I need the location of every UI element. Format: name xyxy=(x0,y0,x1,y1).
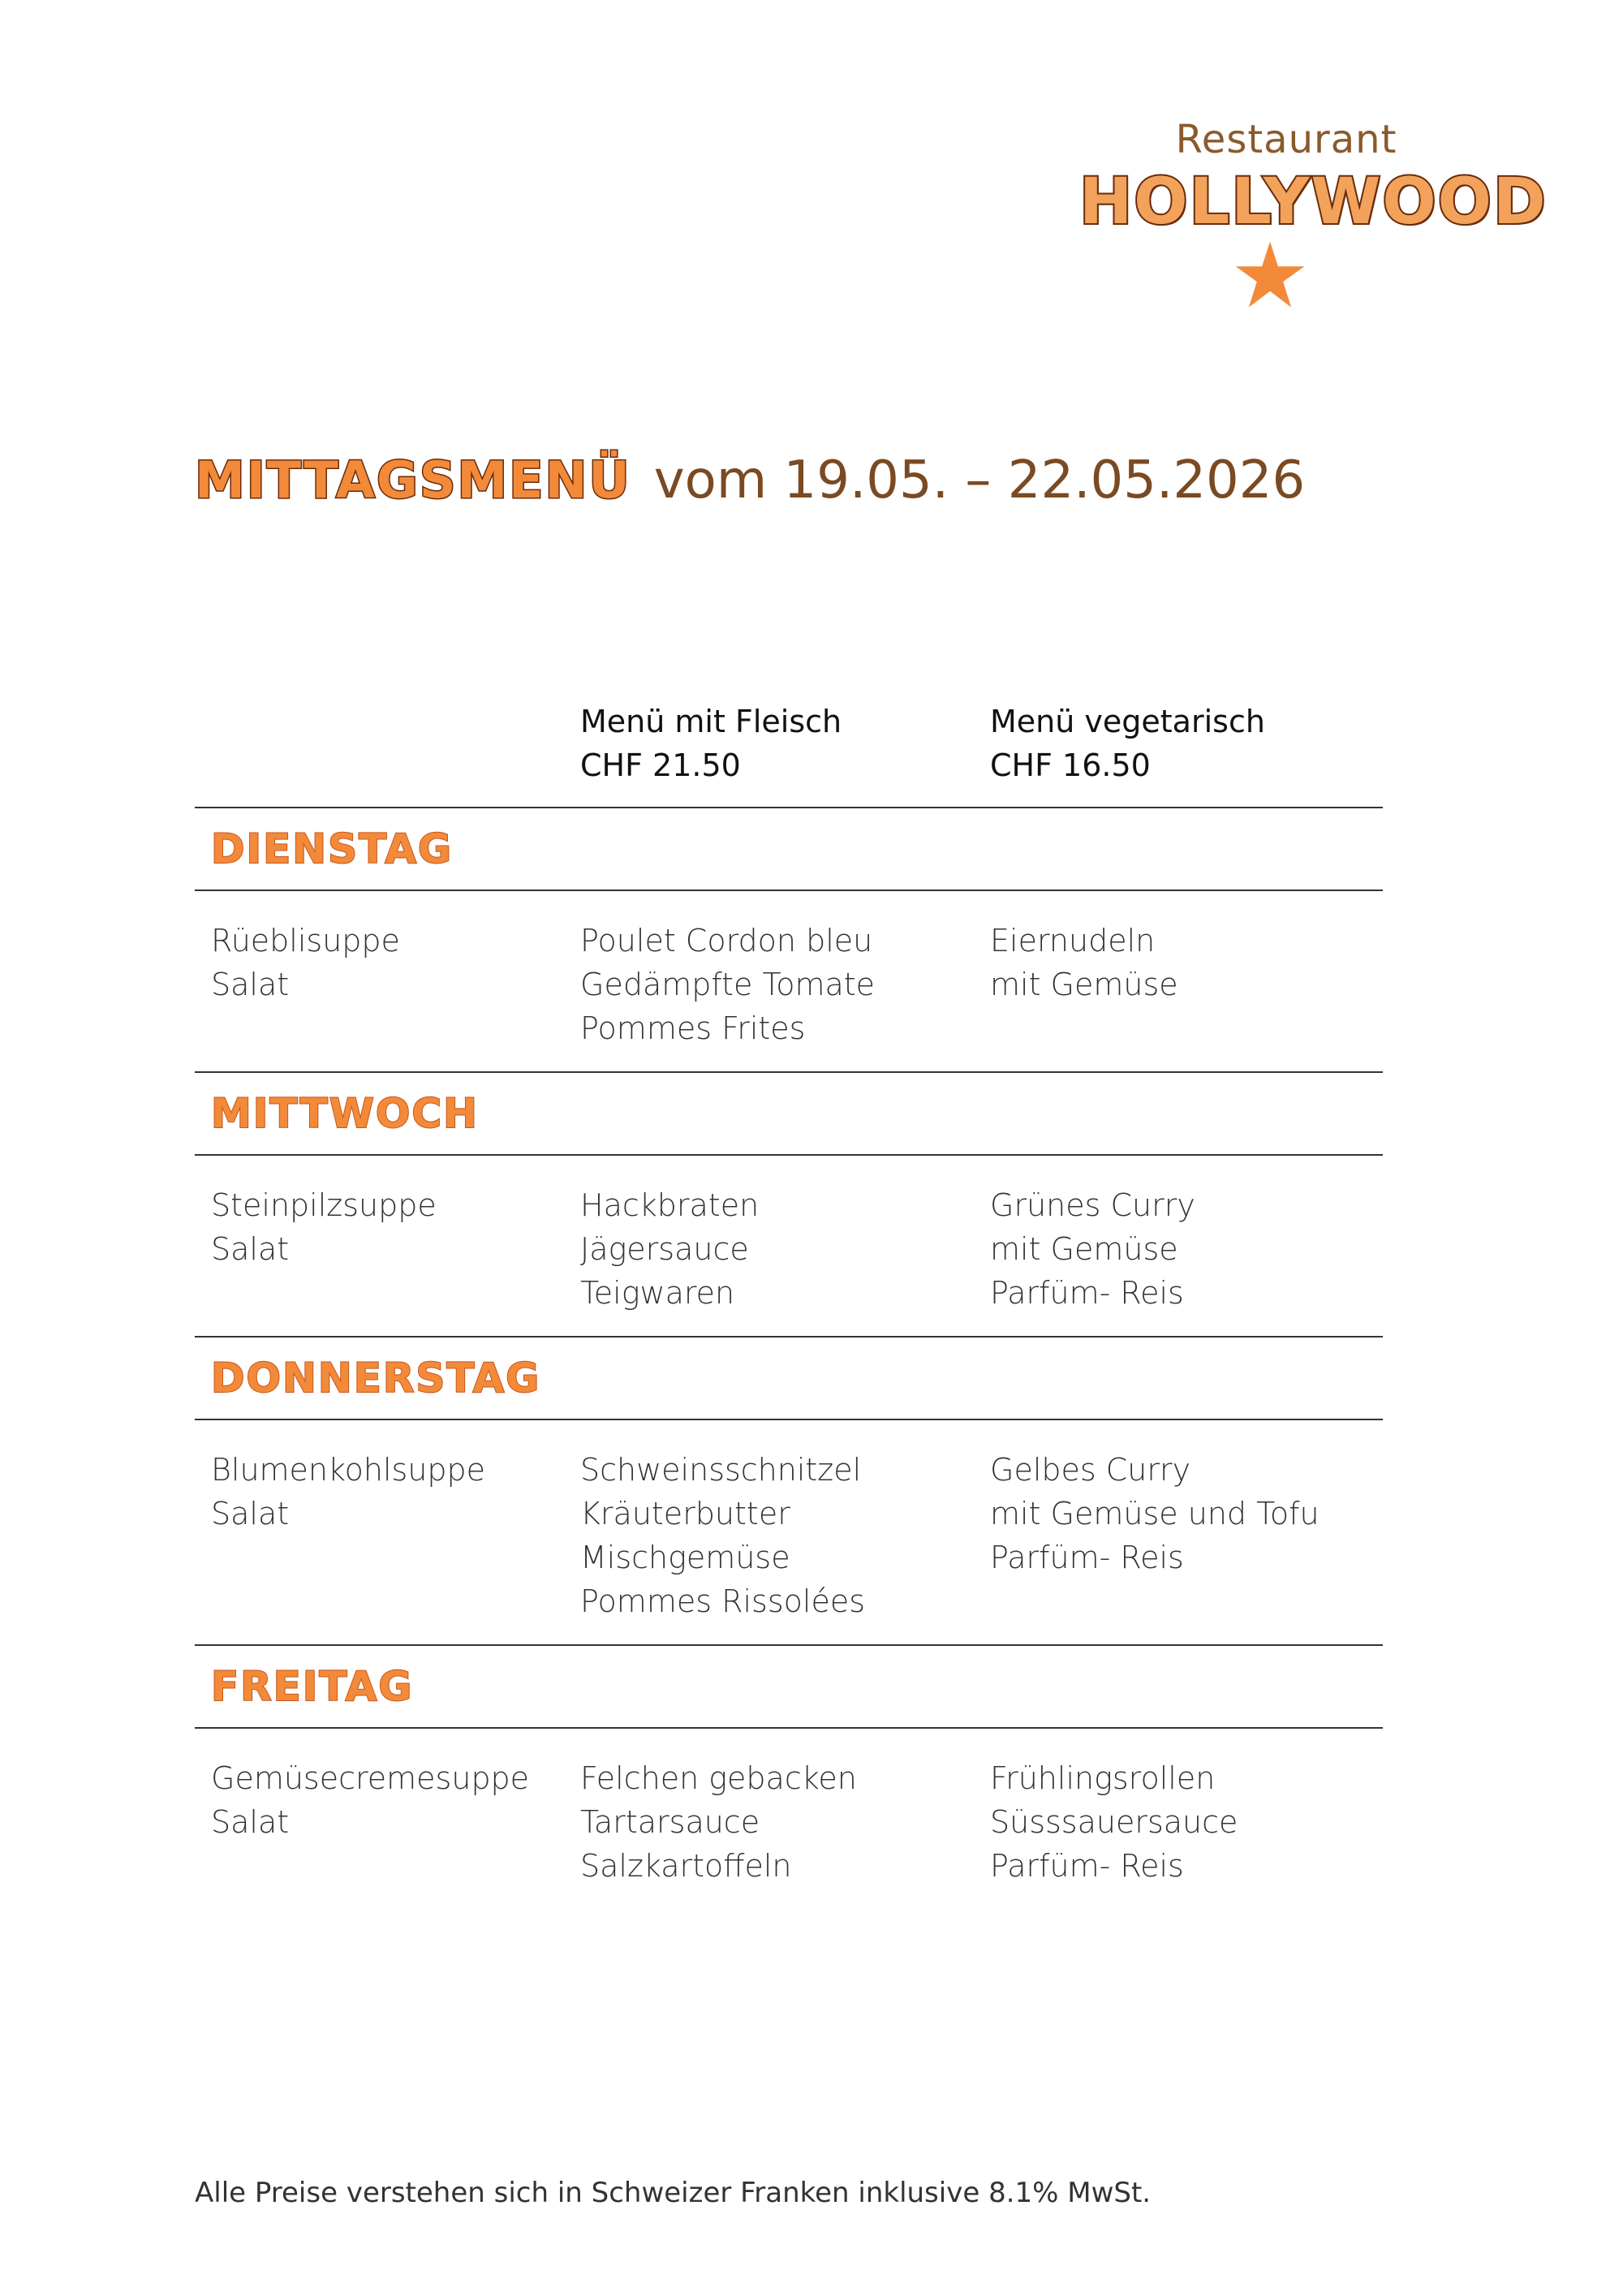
menu-table xyxy=(195,700,1383,1909)
menu-item: Pommes Rissolées xyxy=(580,1583,866,1619)
menu-item: Salzkartoffeln xyxy=(580,1848,792,1884)
menu-item: Parfüm- Reis xyxy=(990,1540,1184,1575)
header-veg-price: CHF 16.50 xyxy=(990,747,1151,783)
menu-item: Tartarsauce xyxy=(580,1804,760,1840)
starter-cell xyxy=(195,1448,580,1623)
menu-item: Mischgemüse xyxy=(580,1540,790,1575)
menu-item: Gedämpfte Tomate xyxy=(580,967,876,1002)
column-headers xyxy=(195,700,1383,807)
menu-item: Teigwaren xyxy=(580,1275,735,1311)
menu-item: Parfüm- Reis xyxy=(990,1848,1184,1884)
starter-cell xyxy=(195,1183,580,1315)
starter-cell xyxy=(195,919,580,1050)
veg-cell xyxy=(990,919,1383,1050)
menu-item: Gelbes Curry xyxy=(990,1452,1191,1488)
header-meat-menu xyxy=(580,700,842,787)
menu-item: Jägersauce xyxy=(580,1231,749,1267)
menu-item: Steinpilzsuppe xyxy=(211,1187,437,1223)
menu-item: mit Gemüse xyxy=(990,1231,1178,1267)
veg-cell xyxy=(990,1448,1383,1623)
menu-item: Hackbraten xyxy=(580,1187,760,1223)
menu-item: Frühlingsrollen xyxy=(990,1760,1216,1796)
day-row-dienstag xyxy=(195,891,1383,1071)
meat-cell xyxy=(580,919,990,1050)
menu-item: mit Gemüse xyxy=(990,967,1178,1002)
day-heading-mittwoch: MITTWOCH xyxy=(211,1090,479,1137)
meat-cell xyxy=(580,1756,990,1888)
starter-cell xyxy=(195,1756,580,1888)
day-heading-dienstag: DIENSTAG xyxy=(211,825,454,872)
menu-item: Salat xyxy=(211,1496,290,1531)
day-row-freitag xyxy=(195,1729,1383,1909)
header-meat-label: Menü mit Fleisch xyxy=(580,704,842,739)
menu-item: Felchen gebacken xyxy=(580,1760,857,1796)
title-date-range: vom 19.05. – 22.05.2026 xyxy=(653,450,1306,510)
veg-cell xyxy=(990,1183,1383,1315)
menu-item: Süsssauersauce xyxy=(990,1804,1238,1840)
header-meat-price: CHF 21.50 xyxy=(580,747,741,783)
menu-item: Eiernudeln xyxy=(990,923,1156,958)
menu-item: Parfüm- Reis xyxy=(990,1275,1184,1311)
menu-item: Kräuterbutter xyxy=(580,1496,790,1531)
logo-restaurant-name: HOLLYWOOD xyxy=(1079,166,1548,239)
menu-item: Salat xyxy=(211,967,290,1002)
logo-restaurant-text: Restaurant xyxy=(1175,117,1397,162)
title-main: MITTAGSMENÜ xyxy=(195,450,631,510)
menu-item: Poulet Cordon bleu xyxy=(580,923,873,958)
menu-item: Pommes Frites xyxy=(580,1010,806,1046)
day-row-donnerstag xyxy=(195,1420,1383,1644)
page-title xyxy=(195,450,1306,510)
price-footnote: Alle Preise verstehen sich in Schweizer Franken inklusive 8.1% MwSt. xyxy=(195,2177,1152,2209)
meat-cell xyxy=(580,1183,990,1315)
menu-item: Schweinsschnitzel xyxy=(580,1452,862,1488)
header-veg-label: Menü vegetarisch xyxy=(990,704,1265,739)
menu-item: mit Gemüse und Tofu xyxy=(990,1496,1319,1531)
day-heading-donnerstag: DONNERSTAG xyxy=(211,1355,541,1402)
star-icon xyxy=(1233,239,1307,312)
veg-cell xyxy=(990,1756,1383,1888)
day-heading-freitag: FREITAG xyxy=(211,1663,414,1710)
day-row-mittwoch xyxy=(195,1156,1383,1336)
menu-item: Blumenkohlsuppe xyxy=(211,1452,486,1488)
menu-item: Salat xyxy=(211,1804,290,1840)
menu-item: Grünes Curry xyxy=(990,1187,1195,1223)
menu-item: Salat xyxy=(211,1231,290,1267)
meat-cell xyxy=(580,1448,990,1623)
menu-item: Gemüsecremesuppe xyxy=(211,1760,530,1796)
menu-item: Rüeblisuppe xyxy=(211,923,400,958)
restaurant-logo xyxy=(1079,117,1548,312)
header-veg-menu xyxy=(990,700,1265,787)
